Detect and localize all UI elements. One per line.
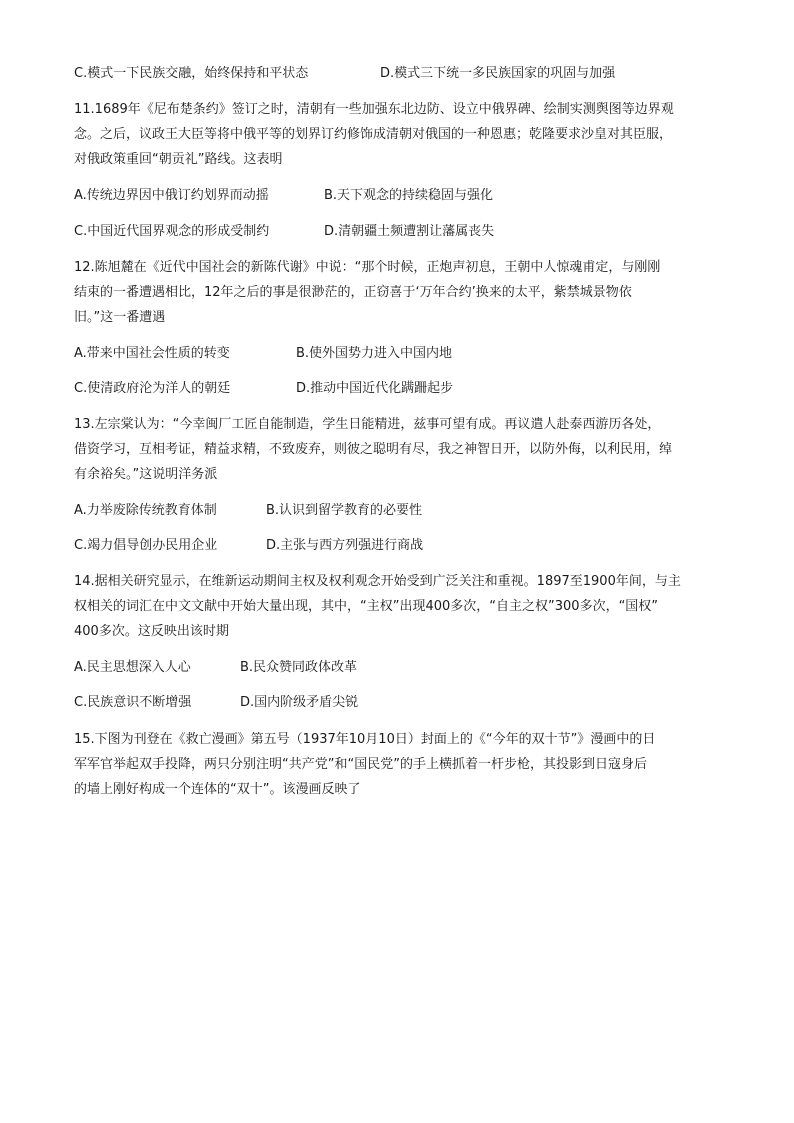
- q12-option-c: C.使清政府沦为洋人的朝廷: [74, 381, 231, 396]
- q13-stem-line-1: 13.左宗棠认为：“今幸闽厂工匠自能制造，学生日能精进，兹事可望有成。再议遣人赴泰西游历各处，: [74, 417, 661, 432]
- q14-option-d: D.国内阶级矛盾尖锐: [240, 695, 359, 710]
- q11-stem-line-3: 对俄政策重回“朝贡礼”路线。这表明: [74, 152, 283, 167]
- q11-option-c: C.中国近代国界观念的形成受制约: [74, 224, 270, 239]
- q14-options-cd: [74, 694, 359, 711]
- q12-options-cd: [74, 380, 454, 397]
- q11-options-ab: [74, 187, 494, 204]
- q13-options-cd: [74, 537, 424, 554]
- q11-option-b: B.天下观念的持续稳固与强化: [324, 188, 494, 203]
- q14-stem-line-3: 400多次。这反映出该时期: [74, 624, 229, 639]
- q12-stem-line-1: 12.陈旭麓在《近代中国社会的新陈代谢》中说：“那个时候，正炮声初息，王朝中人惊魂甫定，与刚刚: [74, 260, 661, 275]
- q11-stem-line-2: 念。之后，议政王大臣等将中俄平等的划界订约修饰成清朝对俄国的一种恩惠；乾隆要求沙皇对其臣服，: [74, 127, 673, 142]
- q15-stem-line-2: 军军官举起双手投降，两只分别注明“共产党”和“国民党”的手上横抓着一杆步枪，其投影到日寇身后: [74, 757, 647, 772]
- q13-stem-line-3: 有余裕矣。”这说明洋务派: [74, 467, 218, 482]
- q13-option-a: A.力举废除传统教育体制: [74, 503, 217, 518]
- q15-stem-line-1: 15.下图为刊登在《救亡漫画》第五号（1937年10月10日）封面上的《“今年的双十节”》漫画中的日: [74, 732, 656, 747]
- q14-option-b: B.民众赞同政体改革: [240, 660, 358, 675]
- q14-stem-line-1: 14.据相关研究显示，在维新运动期间主权及权利观念开始受到广泛关注和重视。1897至1900年间，与主: [74, 574, 681, 589]
- q12-option-a: A.带来中国社会性质的转变: [74, 346, 230, 361]
- q12-option-d: D.推动中国近代化蹒跚起步: [296, 381, 454, 396]
- q14-option-a: A.民主思想深入人心: [74, 660, 191, 675]
- q14-options-ab: [74, 659, 358, 676]
- q10-option-c: C.模式一下民族交融，始终保持和平状态: [74, 66, 309, 81]
- q12-options-ab: [74, 345, 453, 362]
- q13-options-ab: [74, 502, 423, 519]
- q10-options-cd: [74, 65, 616, 82]
- q14-stem-line-2: 权相关的词汇在中文文献中开始大量出现，其中，“主权”出现400多次，“自主之权”300多次，“国权”: [74, 599, 659, 614]
- q11-stem-line-1: 11.1689年《尼布楚条约》签订之时，清朝有一些加强东北边防、设立中俄界碑、绘制实测舆图等边界观: [74, 102, 674, 117]
- q12-option-b: B.使外国势力进入中国内地: [296, 346, 453, 361]
- q12-stem-line-3: 旧。”这一番遭遇: [74, 310, 166, 325]
- q13-option-c: C.竭力倡导创办民用企业: [74, 538, 218, 553]
- q13-option-b: B.认识到留学教育的必要性: [266, 503, 423, 518]
- q10-option-d: D.模式三下统一多民族国家的巩固与加强: [380, 66, 616, 81]
- q13-option-d: D.主张与西方列强进行商战: [266, 538, 424, 553]
- q15-stem-line-3: 的墙上刚好构成一个连体的“双十”。该漫画反映了: [74, 782, 361, 797]
- q14-option-c: C.民族意识不断增强: [74, 695, 192, 710]
- q11-option-d: D.清朝疆土频遭割让藩属丧失: [324, 224, 495, 239]
- q13-stem-line-2: 借资学习，互相考证，精益求精，不致废弃，则彼之聪明有尽，我之神智日开，以防外侮，以利民用，绰: [74, 442, 673, 457]
- q11-options-cd: [74, 223, 495, 240]
- q12-stem-line-2: 结束的一番遭遇相比，12年之后的事是很渺茫的，正窃喜于‘万年合约’换来的太平，紫禁城景物依: [74, 285, 632, 300]
- q11-option-a: A.传统边界因中俄订约划界而动摇: [74, 188, 269, 203]
